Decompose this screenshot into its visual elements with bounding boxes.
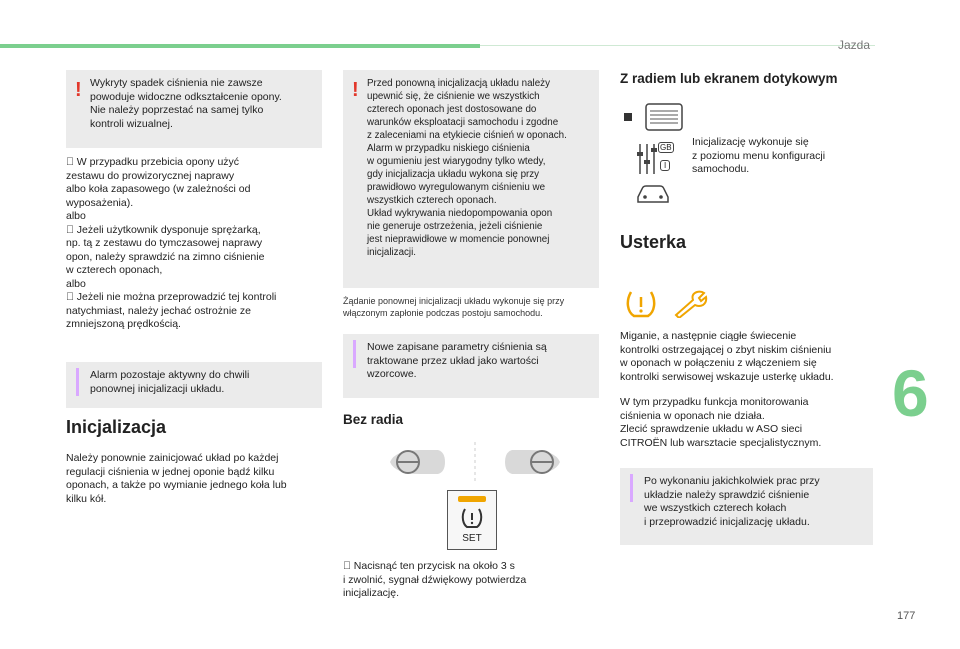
warning-box-visual-check: [66, 70, 322, 148]
tpms-icon: [460, 506, 484, 530]
warning-exclamation-icon: !: [352, 79, 359, 101]
info-box-after-work: [620, 468, 873, 545]
press-button-step: Nacisnąć ten przycisk na około 3 s i zwolnić, sygnał dźwiękowy potwierdza inicjalizację.: [343, 560, 527, 599]
set-label: SET: [462, 533, 482, 544]
radio-init-text: Inicjalizację wykonuje się z poziomu menu konfiguracji samochodu.: [692, 136, 826, 175]
warning-exclamation-icon: !: [75, 79, 82, 101]
tpms-set-button[interactable]: [447, 490, 497, 550]
puncture-instructions: W przypadku przebicia opony użyć zestawu do prowizorycznej naprawy albo koła zapasowego (w zależności od wyposażenia). albo Jeżeli użytkownik dysponuje sprężarką, np. tą z zestawu do tymczasowej naprawy opon, należy sprawdzić na zimno ciśnienie w czterech oponach, albo Jeżeli nie można przeprowadzić tej kontroli natychmiast, należy jechać ostrożnie ze zmniejszoną prędkością.: [66, 156, 266, 330]
info-text: Nowe zapisane parametry ciśnienia są traktowane przez układ jako wartości wzorcowe.: [367, 341, 547, 380]
warning-box-reinit: [343, 70, 599, 288]
settings-flags-icon: [636, 142, 676, 176]
initialisation-body: Należy ponownie zainicjować układ po każdej regulacji ciśnienia w jednej oponie bądź kilku oponach, a także po wymianie jednego koła lub kilku kół.: [66, 452, 287, 505]
info-box-parameters: [343, 334, 599, 398]
heading-no-radio: Bez radia: [343, 412, 404, 427]
reinit-note: Żądanie ponownej inicjalizacji układu wykonuje się przy włączonym zapłonie podczas postoju samochodu.: [343, 296, 565, 318]
steering-wheel-illustration: [390, 440, 560, 485]
info-text: Alarm pozostaje aktywny do chwili ponownej inicjalizacji układu.: [90, 369, 250, 395]
sliders-icon: [636, 142, 658, 176]
header-accent-bar: [0, 44, 480, 48]
touchscreen-icon: [624, 103, 684, 131]
header-rule: [480, 45, 875, 46]
fault-body-2: W tym przypadku funkcja monitorowania ciśnienia w oponach nie działa. Zlecić sprawdzenie układu w ASO sieci CITROËN lub warsztacie specjalistycznym.: [620, 396, 822, 449]
service-wrench-icon: [673, 290, 709, 318]
car-icon: [636, 183, 670, 205]
heading-initialisation: Inicjalizacja: [66, 417, 167, 437]
warning-text: Wykryty spadek ciśnienia nie zawsze powoduje widoczne odkształcenie opony. Nie należy poprzestać na samej tylko kontroli wizualnej.: [90, 77, 282, 130]
info-icon: [353, 340, 356, 368]
info-text: Po wykonaniu jakichkolwiek prac przy układzie należy sprawdzić ciśnienie we wszystkich czterech kołach i przeprowadzić inicjalizację układu.: [644, 475, 820, 528]
tpms-warning-lamp-icon: [625, 289, 657, 319]
heading-fault: Usterka: [620, 232, 687, 252]
chapter-number: 6: [892, 356, 929, 430]
heading-with-radio: Z radiem lub ekranem dotykowym: [620, 71, 838, 86]
flag-gb: GB: [660, 143, 672, 152]
info-box-alarm: [66, 362, 322, 408]
info-icon: [630, 474, 633, 502]
warning-text: Przed ponowną inicjalizacją układu należy upewnić się, że ciśnienie we wszystkich czterech oponach jest dostosowane do warunków eksploatacji samochodu i zgodne z zaleceniami na etykiecie ciśnień w oponach. Alarm w przypadku niskiego ciśnienia w ogumieniu jest wiarygodny tylko wtedy, gdy inicjalizacja układu wykona się przy prawidłowo wyregulowanym ciśnieniu we wszystkich czterech oponach. Układ wykrywania niedopompowania opon nie generuje ostrzeżenia, jeżeli ciśnienie jest nieprawidłowe w momencie ponownej inicjalizacji.: [367, 78, 567, 258]
button-led-indicator: [458, 496, 486, 502]
page-number: 177: [897, 610, 916, 622]
flag-i: I: [660, 160, 670, 171]
section-label: Jazda: [838, 38, 871, 52]
info-icon: [76, 368, 79, 396]
fault-body-1: Miganie, a następnie ciągłe świecenie kontrolki ostrzegającej o zbyt niskim ciśnieniu w oponach w połączeniu z włączeniem się kontrolki serwisowej wskazuje usterkę układu.: [620, 330, 834, 383]
